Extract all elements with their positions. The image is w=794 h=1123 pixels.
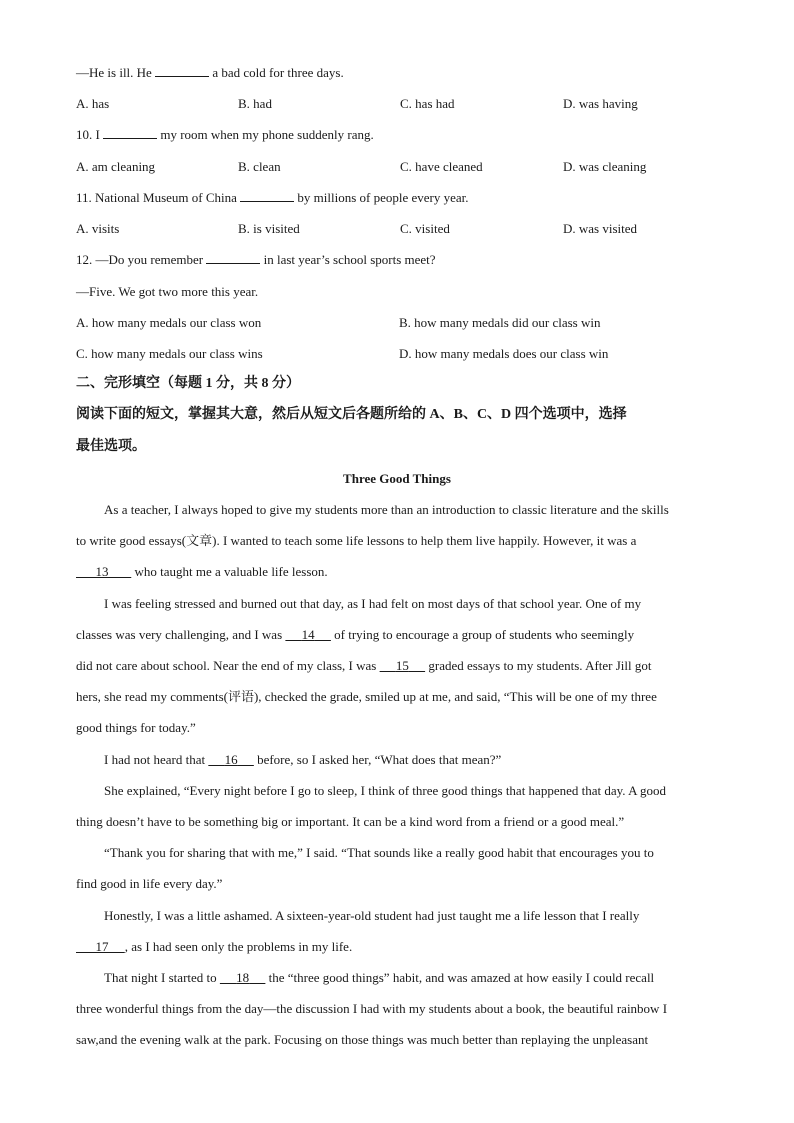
passage-text: of trying to encourage a group of students who seemingly	[330, 627, 635, 642]
numbered-blank	[380, 658, 426, 673]
question-text: 11. National Museum of China	[76, 190, 237, 205]
passage-text: before, so I asked her, “What does that mean?”	[253, 752, 502, 767]
numbered-blank	[76, 564, 131, 579]
option-b: B. had	[238, 96, 272, 111]
answer-blank	[103, 127, 157, 139]
passage-line: She explained, “Every night before I go to sleep, I think of three good things that happened that day. A good	[104, 783, 666, 798]
passage-text: That night I started to	[104, 970, 220, 985]
passage-title: Three Good Things	[343, 471, 451, 486]
passage-text: the “three good things” habit, and was amazed at how easily I could recall	[265, 970, 655, 985]
question-text: —He is ill. He	[76, 65, 152, 80]
passage-line: to write good essays(文章). I wanted to teach some life lessons to help them live happily. However, it was a	[76, 533, 637, 548]
passage-line: I was feeling stressed and burned out that day, as I had felt on most days of that school year. One of my	[104, 596, 642, 611]
passage-text: classes was very challenging, and I was	[76, 627, 286, 642]
numbered-blank	[208, 752, 254, 767]
passage-line: find good in life every day.”	[76, 876, 223, 891]
section-heading: 二、完形填空（每题 1 分，共 8 分）	[76, 376, 300, 391]
answer-blank	[240, 190, 294, 202]
passage-text: who taught me a valuable life lesson.	[131, 564, 328, 579]
passage-line: As a teacher, I always hoped to give my students more than an introduction to classic literature and the skills	[104, 502, 669, 517]
option-d: D. was having	[563, 96, 638, 111]
passage-line: saw,and the evening walk at the park. Focusing on those things was much better than replaying the unpleasant	[76, 1032, 649, 1047]
option-c: C. how many medals our class wins	[76, 346, 263, 361]
blank-number: 18	[236, 970, 250, 985]
blank-number: 13	[95, 564, 109, 579]
passage-text: did not care about school. Near the end of my class, I was	[76, 658, 380, 673]
passage-text: graded essays to my students. After Jill got	[425, 658, 652, 673]
passage-line: thing doesn’t have to be something big or important. It can be a kind word from a friend or a good meal.”	[76, 814, 625, 829]
option-c: C. have cleaned	[400, 159, 483, 174]
question-9-stem	[76, 65, 344, 81]
question-text: 12. —Do you remember	[76, 252, 204, 267]
option-c: C. has had	[400, 96, 455, 111]
option-c: C. visited	[400, 221, 450, 236]
passage-line	[104, 752, 501, 768]
blank-number: 14	[301, 627, 315, 642]
option-b: B. clean	[238, 159, 281, 174]
question-11-stem	[76, 190, 469, 206]
section-instruction: 阅读下面的短文，掌握其大意，然后从短文后各题所给的 A、B、C、D 四个选项中，选择	[76, 407, 627, 422]
blank-number: 16	[224, 752, 238, 767]
question-10-stem	[76, 127, 374, 143]
passage-line: “Thank you for sharing that with me,” I said. “That sounds like a really good habit that encourages you to	[104, 845, 654, 860]
option-d: D. was cleaning	[563, 159, 647, 174]
option-b: B. how many medals did our class win	[399, 315, 601, 330]
option-a: A. has	[76, 96, 110, 111]
question-text: 10. I	[76, 127, 100, 142]
blank-number: 17	[95, 939, 109, 954]
question-text: in last year’s school sports meet?	[263, 252, 436, 267]
numbered-blank	[285, 627, 331, 642]
passage-line	[76, 564, 328, 580]
section-instruction: 最佳选项。	[76, 439, 146, 454]
option-d: D. was visited	[563, 221, 638, 236]
question-text: by millions of people every year.	[297, 190, 469, 205]
option-a: A. am cleaning	[76, 159, 156, 174]
option-a: A. how many medals our class won	[76, 315, 262, 330]
question-12-reply: —Five. We got two more this year.	[76, 284, 259, 299]
passage-text: I had not heard that	[104, 752, 209, 767]
passage-line	[76, 658, 652, 674]
blank-number: 15	[395, 658, 409, 673]
passage-text: , as I had seen only the problems in my life.	[124, 939, 353, 954]
option-a: A. visits	[76, 221, 120, 236]
answer-blank	[155, 65, 209, 77]
answer-blank	[206, 252, 260, 264]
question-text: my room when my phone suddenly rang.	[160, 127, 374, 142]
passage-line: good things for today.”	[76, 720, 196, 735]
passage-line: Honestly, I was a little ashamed. A sixteen-year-old student had just taught me a life lesson that I really	[104, 908, 640, 923]
question-12-stem	[76, 252, 436, 268]
passage-line: three wonderful things from the day—the discussion I had with my students about a book, the beautiful rainbow I	[76, 1001, 668, 1016]
option-d: D. how many medals does our class win	[399, 346, 609, 361]
numbered-blank	[76, 939, 125, 954]
question-text: a bad cold for three days.	[212, 65, 344, 80]
option-b: B. is visited	[238, 221, 300, 236]
passage-line	[76, 627, 634, 643]
passage-line: hers, she read my comments(评语), checked the grade, smiled up at me, and said, “This will be one of my three	[76, 689, 657, 704]
passage-line	[76, 939, 352, 955]
passage-line	[104, 970, 654, 986]
numbered-blank	[220, 970, 266, 985]
